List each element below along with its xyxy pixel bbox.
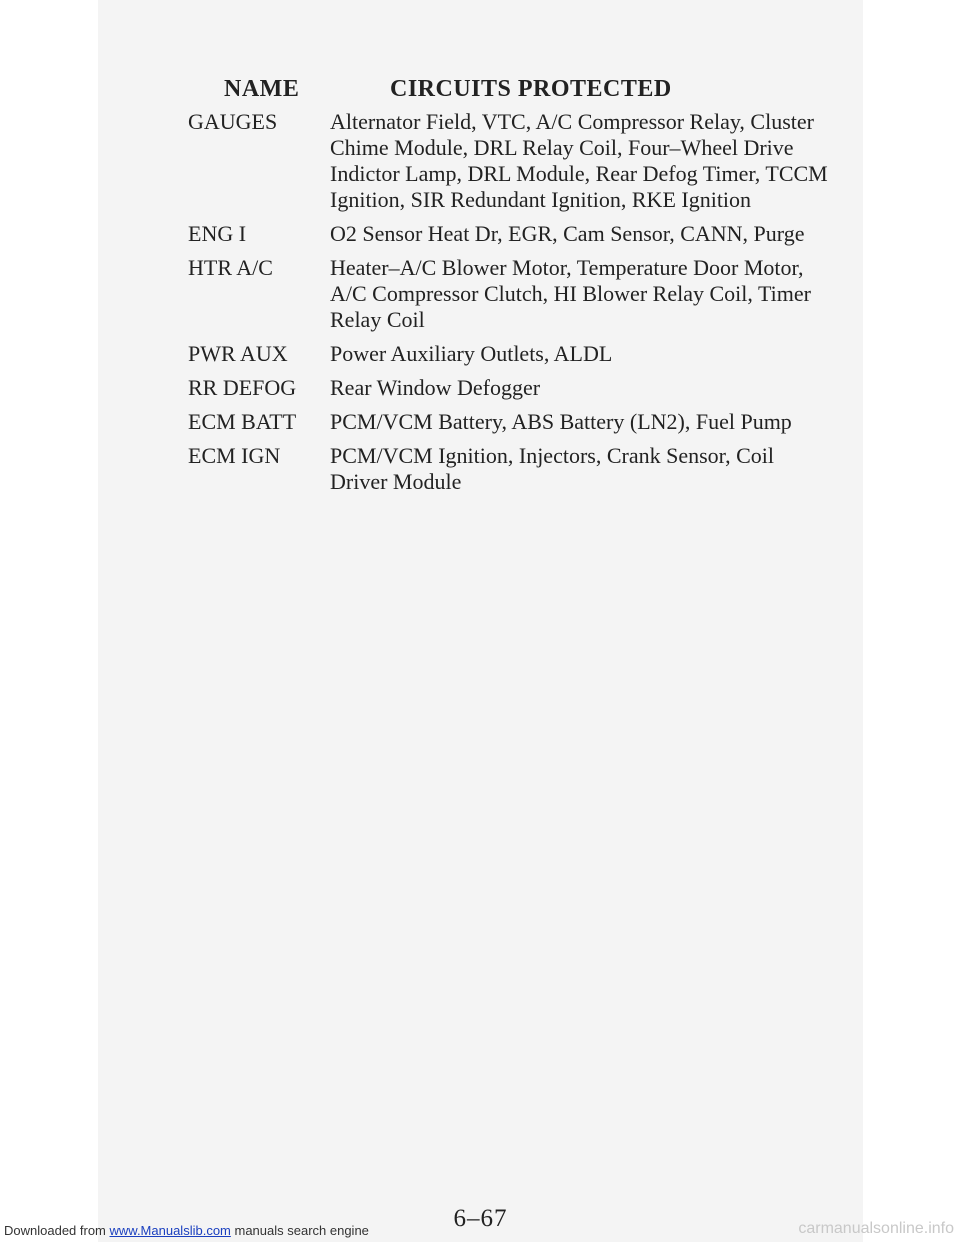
fuse-name: ECM BATT [188,409,297,434]
circuits-protected: PCM/VCM Battery, ABS Battery (LN2), Fuel Pump [330,409,792,434]
fuse-name: RR DEFOG [188,375,297,400]
table-row [98,443,863,495]
circuits-protected: Alternator Field, VTC, A/C Compressor Relay, Cluster Chime Module, DRL Relay Coil, Four–Wheel Drive Indictor Lamp, DRL Module, Rear Defog Timer, TCCM Ignition, SIR Redundant Ignition, RKE Ignition [330,109,828,212]
table-row [98,109,863,213]
watermark-prefix: Downloaded from [4,1223,110,1238]
circuits-protected: Rear Window Defogger [330,375,541,400]
fuse-name: HTR A/C [188,255,273,280]
table-header [98,70,863,106]
column-header-circuits: CIRCUITS PROTECTED [390,76,672,102]
watermark-suffix: manuals search engine [230,1223,369,1238]
table-row [98,375,863,401]
site-watermark: carmanualsonline.info [798,1220,954,1237]
download-watermark [4,1223,369,1238]
fuse-name: PWR AUX [188,341,288,366]
manualslib-link[interactable]: www.Manualslib.com [109,1223,231,1238]
table-row [98,221,863,247]
left-margin [0,0,98,1242]
page-number: 6–67 [453,1205,508,1232]
circuits-protected: PCM/VCM Ignition, Injectors, Crank Sensor, Coil Driver Module [330,443,775,494]
table-row [98,409,863,435]
table-row [98,341,863,367]
circuits-protected: Heater–A/C Blower Motor, Temperature Door Motor, A/C Compressor Clutch, HI Blower Relay Coil, Timer Relay Coil [330,255,811,332]
table-row [98,255,863,333]
circuits-protected: Power Auxiliary Outlets, ALDL [330,341,613,366]
fuse-table [98,109,863,503]
column-header-name: NAME [224,76,300,102]
manual-page [98,0,863,1242]
fuse-name: ENG I [188,221,247,246]
circuits-protected: O2 Sensor Heat Dr, EGR, Cam Sensor, CANN, Purge [330,221,805,246]
fuse-name: GAUGES [188,109,278,134]
right-margin [863,0,960,1242]
fuse-name: ECM IGN [188,443,281,468]
